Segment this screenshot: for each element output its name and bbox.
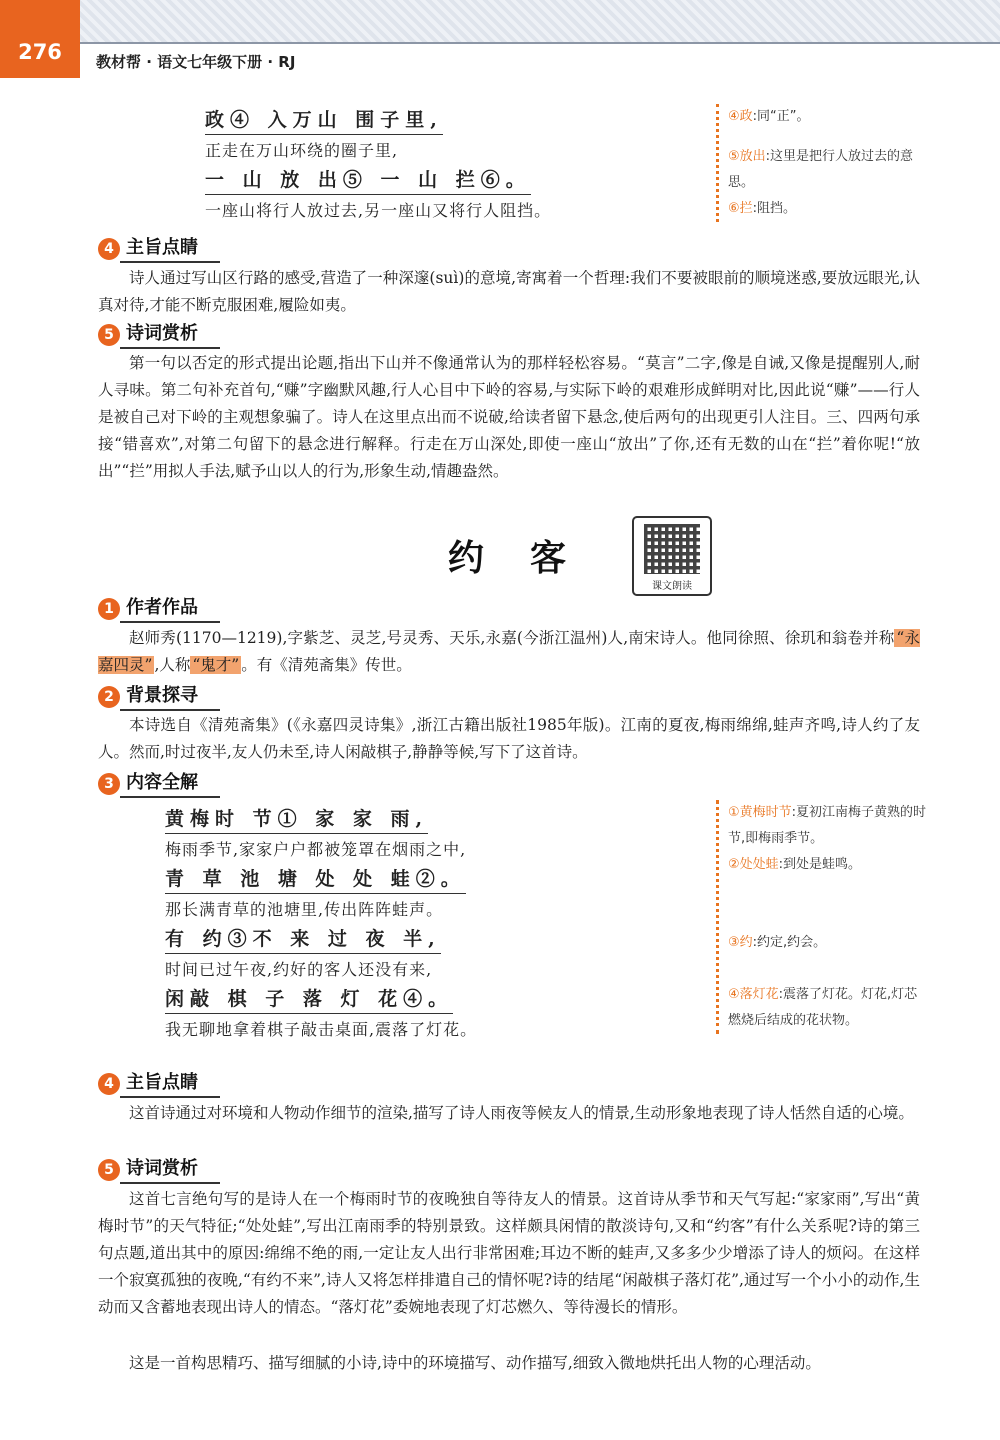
note-item: ①黄梅时节:夏初江南梅子黄熟的时节,即梅雨季节。	[728, 805, 927, 846]
note-item: ③约:约定,约会。	[728, 935, 827, 950]
note-item: ⑤放出:这里是把行人放过去的意思。	[728, 149, 914, 190]
section-header-appreciation	[98, 322, 220, 348]
section-header-appreciation	[98, 1157, 220, 1183]
note-item: ⑥拦:阻挡。	[728, 201, 797, 216]
poem-translation: 一座山将行人放过去,另一座山又将行人阻挡。	[205, 201, 552, 220]
poem-translation: 正走在万山环绕的圈子里,	[205, 141, 399, 160]
section-title: 主旨点睛	[120, 1070, 220, 1098]
poem-line: 闲敲 棋 子 落 灯 花④。	[165, 985, 453, 1014]
poem-line: 政④ 入万山 围子里,	[205, 106, 443, 135]
section-header-theme	[98, 1071, 220, 1097]
section-title: 主旨点睛	[120, 235, 220, 263]
poem-translation: 我无聊地拿着棋子敲击桌面,震落了灯花。	[165, 1020, 478, 1039]
page-number: 276	[0, 0, 80, 78]
book-title: 教材帮 · 语文七年级下册 · RJ	[80, 42, 1000, 78]
appreciation-paragraph: 这是一首构思精巧、描写细腻的小诗,诗中的环境描写、动作描写,细致入微地烘托出人物的心理活动。	[129, 1354, 821, 1372]
section-number-badge: 4	[98, 238, 120, 260]
note-item: ④落灯花:震落了灯花。灯花,灯芯燃烧后结成的花状物。	[728, 987, 918, 1028]
section-title: 诗词赏析	[120, 1156, 220, 1184]
qr-label: 课文朗读	[652, 581, 692, 592]
section-header-author	[98, 596, 220, 622]
section-title: 背景探寻	[120, 683, 220, 711]
poem-line: 一 山 放 出⑤ 一 山 拦⑥。	[205, 166, 531, 195]
section-title: 诗词赏析	[120, 321, 220, 349]
theme-paragraph: 这首诗通过对环境和人物动作细节的渲染,描写了诗人雨夜等候友人的情景,生动形象地表现了诗人恬然自适的心境。	[129, 1104, 914, 1122]
section-header-content	[98, 771, 220, 797]
section-title: 作者作品	[120, 595, 220, 623]
section-header-background	[98, 684, 220, 710]
poem1-notes	[716, 104, 938, 222]
note-item: ②处处蛙:到处是蛙鸣。	[728, 857, 862, 872]
highlight-term: “鬼才”	[192, 656, 240, 674]
section-number-badge: 5	[98, 324, 120, 346]
background-paragraph: 本诗选自《清苑斋集》(《永嘉四灵诗集》,浙江古籍出版社1985年版)。江南的夏夜,梅雨绵绵,蛙声齐鸣,诗人约了友人。然而,时过夜半,友人仍未至,诗人闲敲棋子,静静等候,写下了这首诗。	[98, 716, 920, 761]
poem-line: 有 约③不 来 过 夜 半,	[165, 925, 441, 954]
poem-translation: 梅雨季节,家家户户都被笼罩在烟雨之中,	[165, 840, 467, 859]
poem-translation: 那长满青草的池塘里,传出阵阵蛙声。	[165, 900, 444, 919]
qr-pattern-icon	[644, 524, 700, 574]
note-item: ④政:同“正”。	[728, 109, 810, 124]
poem-line: 青 草 池 塘 处 处 蛙②。	[165, 865, 466, 894]
section-title: 内容全解	[120, 770, 220, 798]
poem1-block	[205, 106, 551, 226]
section-number-badge: 2	[98, 686, 120, 708]
poem2-notes	[716, 800, 928, 1034]
qr-code[interactable]	[632, 516, 712, 596]
author-paragraph: 赵师秀(1170—1219),字紫芝、灵芝,号灵秀、天乐,永嘉(今浙江温州)人,南宋诗人。他同徐照、徐玑和翁卷并称 “永嘉四灵” ,人称 “鬼才” 。有《清苑斋集》传世。	[98, 629, 920, 674]
poem-title: 约客	[448, 538, 613, 579]
theme-paragraph: 诗人通过写山区行路的感受,营造了一种深邃(suì)的意境,寄寓着一个哲理:我们不要被眼前的顺境迷惑,要放远眼光,认真对待,才能不断克服困难,履险如夷。	[98, 269, 920, 314]
section-header-theme	[98, 236, 220, 262]
section-number-badge: 1	[98, 598, 120, 620]
appreciation-paragraph: 第一句以否定的形式提出论题,指出下山并不像通常认为的那样轻松容易。“莫言”二字,像是自诫,又像是提醒别人,耐人寻味。第二句补充首句,“赚”字幽默风趣,行人心目中下岭的容易,与实际下岭的艰难形成鲜明对比,因此说“赚”——行人是被自己对下岭的主观想象骗了。诗人在这里点出而不说破,给读者留下悬念,使后两句的出现更引人注目。三、四两句承接“错喜欢”,对第二句留下的悬念进行解释。行走在万山深处,即使一座山“放出”了你,还有无数的山在“拦”着你呢!“放出”“拦”用拟人手法,赋予山以人的行为,形象生动,情趣盎然。	[98, 354, 920, 480]
highlight-term: “永嘉四灵”	[98, 629, 920, 674]
section-number-badge: 5	[98, 1159, 120, 1181]
poem-translation: 时间已过午夜,约好的客人还没有来,	[165, 960, 433, 979]
poem-line: 黄梅时 节① 家 家 雨,	[165, 805, 428, 834]
poem2-block	[165, 805, 477, 1045]
appreciation-paragraph: 这首七言绝句写的是诗人在一个梅雨时节的夜晚独自等待友人的情景。这首诗从季节和天气写起:“家家雨”,写出“黄梅时节”的天气特征;“处处蛙”,写出江南雨季的特别景致。这样颇具闲情的散淡诗句,又和“约客”有什么关系呢?诗的第三句点题,道出其中的原因:绵绵不绝的雨,一定让友人出行非常困难;耳边不断的蛙声,又多多少少增添了诗人的烦闷。在这样一个寂寞孤独的夜晚,“有约不来”,诗人又将怎样排遣自己的情怀呢?诗的结尾“闲敲棋子落灯花”,通过写一个小小的动作,生动而又含蓄地表现出诗人的情态。“落灯花”委婉地表现了灯芯燃久、等待漫长的情形。	[98, 1190, 920, 1316]
section-number-badge: 4	[98, 1073, 120, 1095]
section-number-badge: 3	[98, 773, 120, 795]
